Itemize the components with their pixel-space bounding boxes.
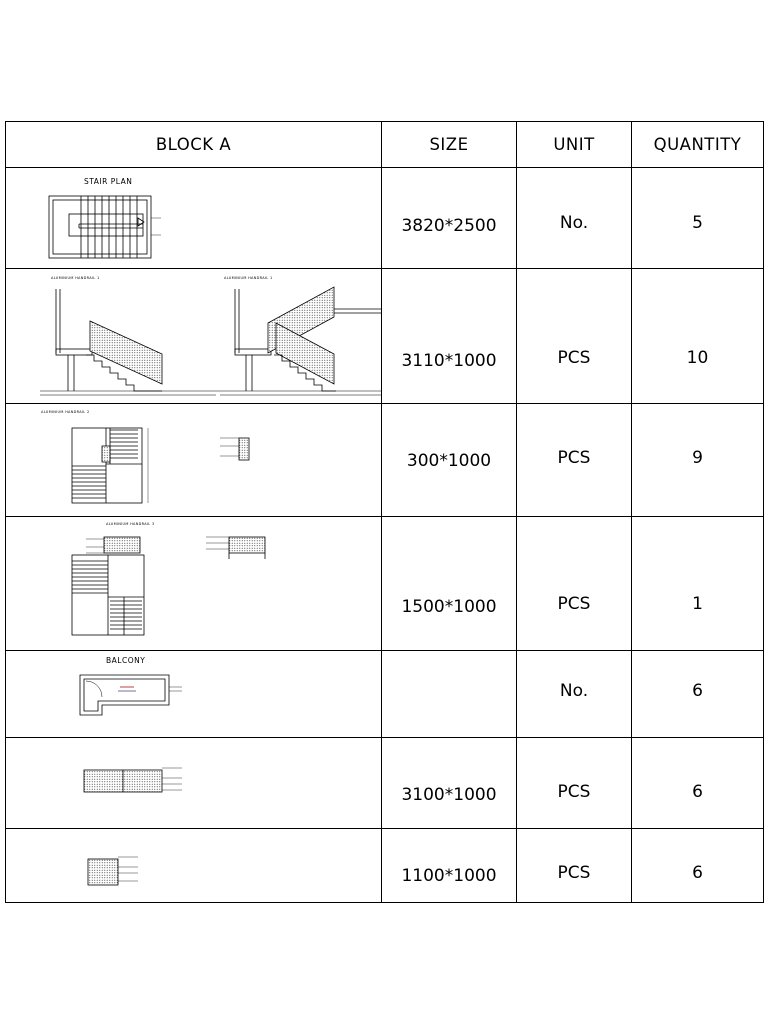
table-row	[6, 829, 764, 903]
drawing-label: BALCONY	[106, 656, 146, 665]
table-row	[6, 168, 764, 269]
quantity-cell: 6	[632, 829, 764, 903]
size-cell	[382, 651, 517, 738]
table-row	[6, 404, 764, 517]
drawing-cell	[6, 168, 382, 269]
drawing-cell	[6, 269, 382, 404]
header-row	[6, 122, 764, 168]
table-row	[6, 517, 764, 651]
header-unit: UNIT	[517, 122, 632, 168]
unit-cell: PCS	[517, 829, 632, 903]
table-row	[6, 738, 764, 829]
quantity-cell: 10	[632, 269, 764, 404]
size-cell: 1100*1000	[382, 829, 517, 903]
unit-cell: PCS	[517, 738, 632, 829]
drawing-label: ALUMINIUM HANDRAIL 1	[51, 276, 100, 280]
drawing-label: STAIR PLAN	[84, 177, 133, 186]
stair-plan-drawing	[6, 168, 382, 269]
unit-cell: No.	[517, 651, 632, 738]
drawing-label: ALUMINIUM HANDRAIL 2	[41, 410, 90, 414]
size-cell: 1500*1000	[382, 517, 517, 651]
quantity-cell: 6	[632, 651, 764, 738]
drawing-label: ALUMINIUM HANDRAIL 1	[224, 276, 273, 280]
unit-cell: No.	[517, 168, 632, 269]
panel-3100-drawing	[6, 738, 382, 829]
handrail-1-drawing	[6, 269, 382, 404]
panel-1100-drawing	[6, 829, 382, 903]
quantity-cell: 5	[632, 168, 764, 269]
drawing-label: ALUMINIUM HANDRAIL 3	[106, 522, 155, 526]
header-block: BLOCK A	[6, 122, 382, 168]
handrail-3-drawing	[6, 517, 382, 651]
drawing-cell	[6, 404, 382, 517]
quantity-cell: 6	[632, 738, 764, 829]
schedule-table	[5, 121, 764, 903]
header-quantity: QUANTITY	[632, 122, 764, 168]
quantity-cell: 9	[632, 404, 764, 517]
size-cell: 3110*1000	[382, 269, 517, 404]
size-cell: 3100*1000	[382, 738, 517, 829]
drawing-cell	[6, 517, 382, 651]
quantity-cell: 1	[632, 517, 764, 651]
table-row	[6, 651, 764, 738]
unit-cell: PCS	[517, 517, 632, 651]
handrail-2-drawing	[6, 404, 382, 517]
unit-cell: PCS	[517, 269, 632, 404]
header-size: SIZE	[382, 122, 517, 168]
drawing-cell	[6, 651, 382, 738]
unit-cell: PCS	[517, 404, 632, 517]
table-row	[6, 269, 764, 404]
drawing-cell	[6, 829, 382, 903]
size-cell: 3820*2500	[382, 168, 517, 269]
drawing-cell	[6, 738, 382, 829]
size-cell: 300*1000	[382, 404, 517, 517]
balcony-drawing	[6, 651, 382, 738]
